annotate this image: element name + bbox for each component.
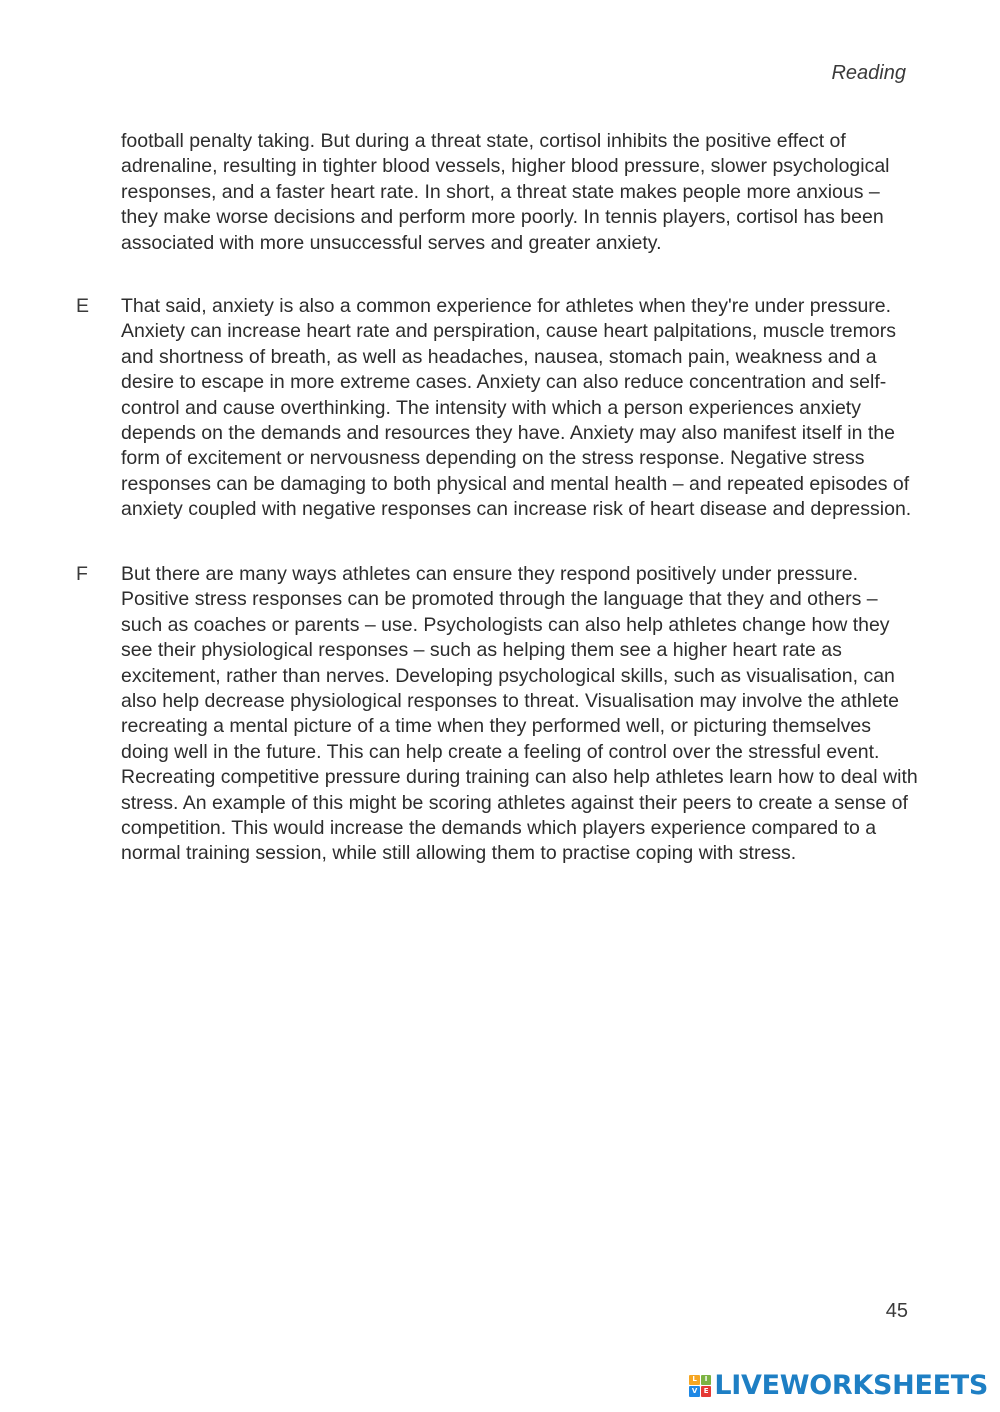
logo-badge-letter: E [701, 1386, 712, 1397]
liveworksheets-logo [689, 1370, 988, 1401]
paragraph-letter-e: E [76, 295, 90, 317]
logo-badge-icon [689, 1375, 711, 1397]
page-number: 45 [885, 1300, 908, 1322]
page-header: Reading [831, 62, 906, 84]
paragraph-e: That said, anxiety is also a common experience for athletes when they're under pressure. Anxiety can increase heart rate and perspiration, cause heart palpitations, muscle tremors and shortness of breath, as well as headaches, nausea, stomach pain, weakness and a desire to escape in more extreme cases. Anxiety can also reduce concentration and self-control and cause overthinking. The intensity with which a person experiences anxiety depends on the demands and resources they have. Anxiety may also manifest itself in the form of excitement or nervousness depending on the stress response. Negative stress responses can be damaging to both physical and mental health – and repeated episodes of anxiety coupled with negative responses can increase risk of heart disease and depression. [121, 295, 912, 521]
paragraph-letter-f: F [76, 563, 88, 585]
logo-text: LIVEWORKSHEETS [714, 1370, 988, 1401]
logo-badge-letter: I [701, 1375, 712, 1386]
logo-badge-letter: L [689, 1375, 700, 1386]
paragraph-f: But there are many ways athletes can ensure they respond positively under pressure. Positive stress responses can be promoted through the language that they and others – such as coaches or parents – use. Psychologists can also help athletes change how they see their physiological responses – such as helping them see a higher heart rate as excitement, rather than nerves. Developing psychological skills, such as visualisation, can also help decrease physiological responses to threat. Visualisation may involve the athlete recreating a mental picture of a time when they performed well, or picturing themselves doing well in the future. This can help create a feeling of control over the stressful event. Recreating competitive pressure during training can also help athletes learn how to deal with stress. An example of this might be scoring athletes against their peers to create a sense of competition. This would increase the demands which players experience compared to a normal training session, while still allowing them to practise coping with stress. [121, 563, 918, 865]
logo-badge-letter: V [689, 1386, 700, 1397]
paragraph-continuation: football penalty taking. But during a threat state, cortisol inhibits the positive effect of adrenaline, resulting in tighter blood vessels, higher blood pressure, slower psychological responses, and a faster heart rate. In short, a threat state makes people more anxious – they make worse decisions and perform more poorly. In tennis players, cortisol has been associated with more unsuccessful serves and greater anxiety. [121, 130, 890, 254]
